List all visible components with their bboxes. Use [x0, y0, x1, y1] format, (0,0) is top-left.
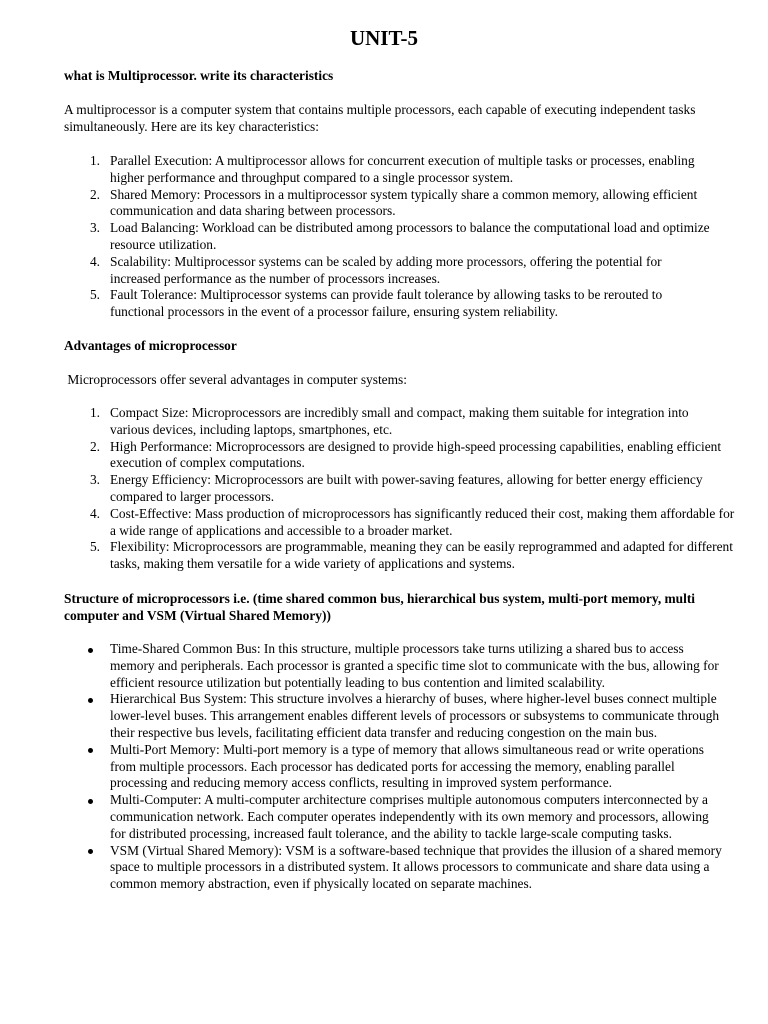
list-item [64, 843, 730, 893]
advantages-list [64, 405, 735, 573]
list-item-text: Multi-Computer: A multi-computer architecture comprises multiple autonomous computers interconnected by a communication network. Each computer operates independently with its own memory and processors, allowing for distributed processing, increased fault tolerance, and the ability to tackle large-scale computing tasks. [110, 792, 709, 841]
structure-list [64, 641, 724, 893]
list-item [64, 691, 722, 741]
section1-heading: what is Multiprocessor. write its characteristics [64, 68, 334, 83]
page-title: UNIT-5 [349, 26, 419, 50]
list-item: 5. Fault Tolerance: Multiprocessor systems can provide fault tolerance by allowing tasks to be rerouted to functional processors in the event of a processor failure, ensuring system reliability. [89, 287, 663, 320]
list-item-text: VSM (Virtual Shared Memory): VSM is a software-based technique that provides the illusion of a shared memory space to multiple processors in a distributed system. It allows processors to communicate and share data using a common memory abstraction, even if physically located on separate machines. [110, 842, 722, 892]
list-item-text: Scalability: Multiprocessor systems can be scaled by adding more processors, offering the potential for increased performance as the number of processors increases. [110, 253, 662, 286]
list-item: 5. Flexibility: Microprocessors are programmable, meaning they can be easily reprogrammed and adapted for different tasks, making them versatile for a wide variety of applications and systems. [89, 539, 733, 572]
list-item: 2. Shared Memory: Processors in a multiprocessor system typically share a common memory, allowing efficient communication and data sharing between processors. [89, 186, 698, 219]
list-item-text: Fault Tolerance: Multiprocessor systems can provide fault tolerance by allowing tasks to be rerouted to functional processors in the event of a processor failure, ensuring system reliability. [110, 287, 663, 320]
characteristics-list [64, 153, 724, 321]
list-item [64, 792, 710, 842]
list-item-text: Shared Memory: Processors in a multiprocessor system typically share a common memory, allowing efficient communication and data sharing between processors. [110, 186, 698, 219]
bullet-icon [88, 748, 93, 753]
section2-intro: Microprocessors offer several advantages in computer systems: [64, 372, 407, 387]
list-item-text: Multi-Port Memory: Multi-port memory is a type of memory that allows simultaneous read or write operations from multiple processors. Each processor has dedicated ports for accessing the memory, enabling parallel processing and reducing memory access conflicts, resulting in improved system performance. [110, 741, 704, 791]
list-item: 3. Energy Efficiency: Microprocessors are built with power-saving features, allowing for better energy efficiency compared to larger processors. [89, 472, 703, 504]
list-item-text: Cost-Effective: Mass production of microprocessors has significantly reduced their cost, making them affordable for a wide range of applications and accessible to a broader market. [110, 505, 735, 538]
list-item-text: Energy Efficiency: Microprocessors are built with power-saving features, allowing for better energy efficiency compared to larger processors. [110, 472, 703, 504]
bullet-icon [88, 698, 93, 703]
section3-heading: Structure of microprocessors i.e. (time shared common bus, hierarchical bus system, multi-port memory, multi computer and VSM (Virtual Shared Memory)) [64, 591, 696, 623]
list-item [64, 742, 706, 792]
list-item-text: Compact Size: Microprocessors are incredibly small and compact, making them suitable for integration into various devices, including laptops, smartphones, etc. [110, 405, 689, 437]
section2-heading: Advantages of microprocessor [64, 338, 237, 353]
list-item: 4. Scalability: Multiprocessor systems can be scaled by adding more processors, offering the potential for increased performance as the number of processors increases. [89, 253, 662, 286]
list-item: 2. High Performance: Microprocessors are designed to provide high-speed processing capabilities, enabling efficient execution of complex computations. [89, 438, 722, 471]
bullet-icon [88, 799, 93, 804]
section1-intro: A multiprocessor is a computer system that contains multiple processors, each capable of executing independent tasks simultaneously. Here are its key characteristics: [64, 102, 696, 134]
list-item [64, 641, 722, 691]
list-item-text: Flexibility: Microprocessors are programmable, meaning they can be easily reprogrammed and adapted for different tasks, making them versatile for a wide variety of applications and systems. [110, 539, 733, 572]
list-item: 1. Compact Size: Microprocessors are incredibly small and compact, making them suitable for integration into various devices, including laptops, smartphones, etc. [89, 405, 689, 437]
list-item: 3. Load Balancing: Workload can be distributed among processors to balance the computational load and optimize resource utilization. [89, 220, 710, 252]
list-item-text: High Performance: Microprocessors are designed to provide high-speed processing capabilities, enabling efficient execution of complex computations. [110, 438, 722, 471]
list-item-text: Load Balancing: Workload can be distributed among processors to balance the computational load and optimize resource utilization. [110, 220, 710, 252]
bullet-icon [88, 849, 93, 854]
list-item-text: Parallel Execution: A multiprocessor allows for concurrent execution of multiple tasks or processes, enabling higher performance and throughput compared to a single processor system. [110, 153, 695, 185]
list-item-text: Hierarchical Bus System: This structure involves a hierarchy of buses, where higher-level buses connect multiple lower-level buses. This arrangement enables different levels of processors or subsystems to communicate through their respective bus levels, facilitating efficient data transfer and reducing congestion on the main bus. [110, 691, 720, 740]
bullet-icon [88, 648, 93, 653]
list-item: 1. Parallel Execution: A multiprocessor allows for concurrent execution of multiple tasks or processes, enabling higher performance and throughput compared to a single processor system. [89, 153, 695, 185]
list-item-text: Time-Shared Common Bus: In this structure, multiple processors take turns utilizing a shared bus to access memory and peripherals. Each processor is granted a specific time slot to communicate with the bus, allowing for efficient resource utilization but potentially leading to bus contention and limited scalability. [110, 641, 719, 690]
list-item: 4. Cost-Effective: Mass production of microprocessors has significantly reduced their cost, making them affordable for a wide range of applications and accessible to a broader market. [89, 505, 735, 538]
